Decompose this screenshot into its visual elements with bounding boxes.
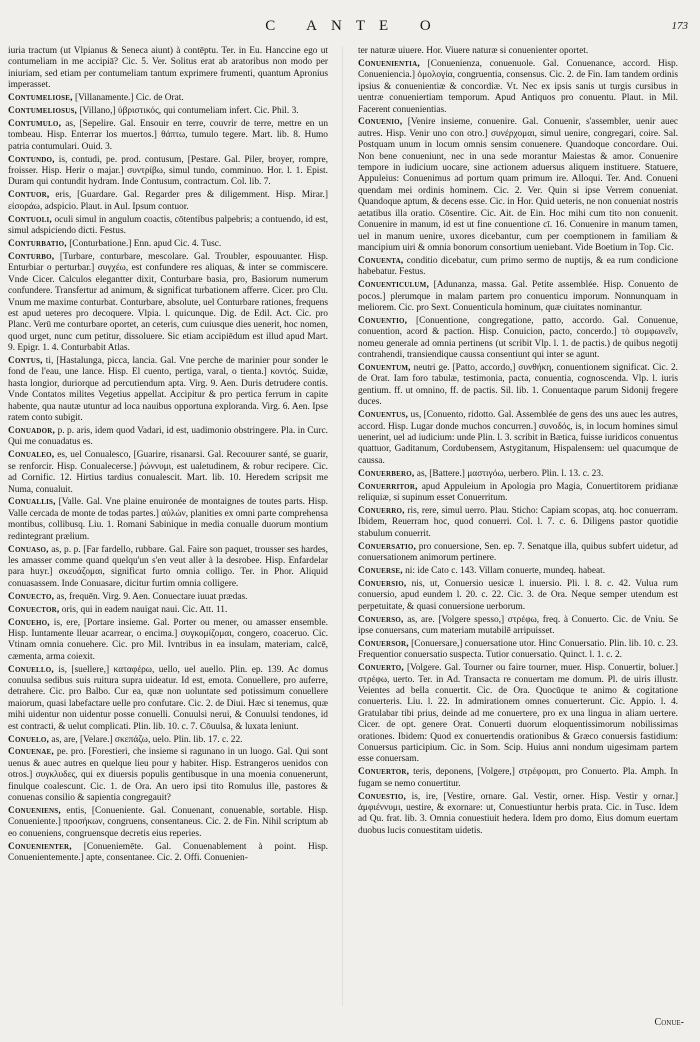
entry-headword: Conuertor, xyxy=(358,767,410,778)
entry-headword: Conuaso, xyxy=(8,544,49,555)
entry-headword: Conuentio, xyxy=(358,315,408,326)
entry-headword: Conuador, xyxy=(8,426,56,436)
entry-headword: Conuersio, xyxy=(358,578,407,589)
entry-definition: [Valle. Gal. Vne plaine enuironée de montaignes de toutes parts. Hisp. Valle cercada de monte de todas partes.] αὐλών, planities ex omni parte comprehensa montibus, collibusq. Liu. 1. Romani Sabinique in media conualle duorum montium redintegrant prælium. xyxy=(8,497,328,542)
entry-definition: [Villano,] ὑβριστικός, qui contumeliam infert. Cic. Phil. 3. xyxy=(79,106,299,117)
dictionary-entry xyxy=(8,46,328,92)
entry-definition: ti, [Hastalunga, picca, lancia. Gal. Vne perche de marinier pour sonder le fond de l'eau, une lance. Hisp. El cuento, pertiga, varal, o tienta.] κοντός. Suidæ, hasta longior, duriorque ad percutiendum apta. Virg. 9. Aen. Duris detrudere contis. Vnde Contatos milites Vegetius appellat. Accipitur & pro pertica ferrum in capite habente, qua nautæ utuntur ad loca nauibus opportuna exploranda. Virg. 6. Aen. Ipse ratem conto subigit. xyxy=(8,356,328,424)
entry-definition: [Volgere. Gal. Tourner ou faire tourner, muer. Hisp. Conuertir, boluer.] στρέφω, uerto. Ter. in Ad. Transacta re conuertam me domum. Pl. de uiris illustr. Veientes ad bella conuertit. Cic. de Ora. Quocūque te animo & cogitatione conuerteris. Liu. l. 22. In admirationem omnes conuerterunt. Cic. Appio. l. 4. Gratulabar tibi prius, deinde ad me conuertere, pro ex una lingua in aliam uertere. Cicer. de opt. genere Orat. Conuerti duorum eloquentissimorum nobilissimas orationes. Ibidem: Quod ex conuertendis orationibus & Græco conuersis fastidium: Conuersus participium. Cic. in Som. Scip. Huius anni nondum uigesimam partem esse conuersam. xyxy=(358,663,678,765)
entry-definition: [Turbare, conturbare, mescolare. Gal. Troubler, espouuanter. Hisp. Enturbiar o perturbar.] συγχέω, est confundere res aliquas, & inter se commiscere. Vnde Cicer. Calculos elegantter dixit, Conturbare basia, pro, Basiorum numerum confundere. Transfertur ad animum, & significat turbationem afferre. Cicer. pro Clu. Vnum me maxime conturbat. Conturbare, absolute, uel Conturbare rationes, frequens est apud ueteres pro decoquere. Vlpia. l. quicunque. Dig. de Edil. Act. Cic. pro Planc. Verū me conturbare oportet, an ceteris, cum cuiusque dies uenerit, hoc nomen, quod urget, nunc cum petitur, dissoluere. Sic etiam accipiēdum est illud apud Mart. 9. Epigr. 1. 4. Conturbabit Atlas. xyxy=(8,251,328,354)
entry-definition: is, [suellere,] καταφέρω, uello, uel auello. Plin. ep. 139. Ac domus conuulsa sedibus suis ruitura supra uideatur. Id est, emota. Conuellere, pro auferre, detrahere. Cic. pro Balbo. Cur ea, quæ non uoluntate sed potissimum conuellere maiorum, quasi labefactare uelle pro confutare. Cic. 2. de Diui. Hæc si tenemus, quæ mihi uidentur non uidentur posse conuelli. Conuulsi nerui, & Conuulsi tendones, id est contracti, & uelut complicati. Plin. lib. 10. c. 7. Cōuulsa, & luxata leniunt. xyxy=(8,664,328,732)
entry-headword: Conuerse, xyxy=(358,565,403,576)
entry-definition: iuria tractum (ut Vlpianus & Seneca aiunt) à contēptu. Ter. in Eu. Hanccine ego ut contumeliam in me accipiā? Cic. 5. Ver. Solitus erat ab aratoribus non modo per iniuriam, sed etiam per contumeliam tantum exprimere frumenti, quantum Apronius imperasset. xyxy=(8,46,328,91)
dictionary-entry xyxy=(8,842,328,865)
entry-definition: p. p. aris, idem quod Vadari, id est, uadimonio obstringere. Pla. in Curc. Qui me conuadatus es. xyxy=(8,426,328,448)
entry-definition: [Conturbatione.] Enn. apud Cic. 4. Tusc. xyxy=(69,239,222,249)
catchword: Conue- xyxy=(654,1017,684,1028)
entry-headword: Contundo, xyxy=(8,154,55,165)
entry-headword: Conuecto, xyxy=(8,591,55,602)
entry-definition: [Villanamente.] Cic. de Orat. xyxy=(74,93,184,104)
entry-definition: [Conuenienza, conuenuole. Gal. Conuenance, accord. Hisp. Conueniencia.] ὁμολογία, congruentia, consensus. Cic. 2. de Fin. Iam tandem ordinis ipsius & conuenientiæ & concordiæ. Vt. Nec ex ipsis sanis ut turgis cursibus in uentræ conueniertiam temporum. Apud Antiquos pro conuentu. Plaut. in Mil. Facerent conuenientias. xyxy=(358,58,678,115)
entry-headword: Conuentus, xyxy=(358,410,409,421)
entry-definition: [Conueniemēte. Gal. Conuenablement à point. Hisp. Conuenientemente.] apte, consentanee. Cic. 2. Offi. Conuenien- xyxy=(8,841,328,864)
dictionary-entry xyxy=(8,119,328,153)
dictionary-entry xyxy=(8,497,328,543)
entry-headword: Conuerbero, xyxy=(358,468,415,479)
dictionary-entry xyxy=(358,566,678,577)
dictionary-entry xyxy=(358,363,678,409)
entry-definition: oculi simul in angulum coactis, cōtentibus palpebris; a contuendo, id est, simul adspiciendo dicti. Festus. xyxy=(8,214,328,237)
entry-definition: [Adunanza, massa. Gal. Petite assemblée. Hisp. Conuento de pocos.] plerumque in malam partem pro conuenticu imporum. Nonnunquam in meliorem. Cic. pro Sext. Conuenticula hominum, quæ ciuitates nominantur. xyxy=(358,280,678,313)
entry-definition: us, [Conuento, ridotto. Gal. Assemblée de gens des uns auec les autres, accord. Hisp. Lugar donde muchos concurren.] συνοδός, is, in locum homines simul uenerint, uel ad iudicium: unde Plin. l. 3. scribit in Bætica, fuisse iuridicos conuentus quattuor, Gaditanum, Cordubensem, Astygitanum, Hispalensem: uel quacumque de caussa. xyxy=(358,410,678,466)
entry-headword: Conueho, xyxy=(8,617,50,628)
dictionary-entry xyxy=(8,665,328,733)
dictionary-entry xyxy=(358,280,678,314)
entry-headword: Conuector, xyxy=(8,604,60,615)
dictionary-entry xyxy=(358,482,678,505)
entry-definition: oris, qui in eadem nauigat naui. Cic. Att. 11. xyxy=(61,604,228,615)
entry-headword: Conuersatio, xyxy=(358,541,417,552)
dictionary-entry xyxy=(358,256,678,279)
dictionary-entry xyxy=(8,106,328,117)
entry-definition: nis, ut, Conuersio uesicæ l. inuersio. Pli. l. 8. c. 42. Vulua rum conuersio, apud eundem l. 20. c. 22. Cic. 3. de Ora. Neque semper utendum est perpetuitate, & quasi conuersione uerborum. xyxy=(358,578,678,612)
entry-headword: Conuenio, xyxy=(358,117,403,128)
dictionary-entry xyxy=(8,215,328,238)
folio-number: 173 xyxy=(671,20,688,32)
dictionary-entry xyxy=(8,806,328,840)
entry-headword: Conuelo, xyxy=(8,734,50,745)
entry-definition: eris, [Guardare. Gal. Regarder pres & diligemment. Hisp. Mirar.] εἰσοράω, adspicio. Plaut. in Aul. Ipsum contuor. xyxy=(8,190,328,212)
entry-definition: teris, deponens, [Volgere,] στρέφομαι, pro Conuerto. Pla. Amph. In fugam se nemo conuertitur. xyxy=(358,767,678,789)
running-head: C ANTE O xyxy=(265,18,445,34)
entry-definition: pro conuersione, Sen. ep. 7. Senatque illa, quibus subfert uidetur, ad conuersationem animorum pertinere. xyxy=(358,541,678,563)
dictionary-entry xyxy=(358,469,678,480)
dictionary-entry xyxy=(8,155,328,189)
entry-headword: Contuoli, xyxy=(8,214,52,225)
entry-definition: [Conuentione, congregatione, patto, accordo. Gal. Conuenue, conuention, acord & paction. Hisp. Conuicion, pacto, concerdo.] τὸ συμφωνεῖν, nomeu generale ad omnia pertinens (ut scribit Vlp. l. 1. de pactis.) de quibus negotij contrahendi, transiendique caussa consentiunt qui inter se agunt. xyxy=(358,315,678,361)
entry-headword: Conuerro, xyxy=(358,505,405,516)
entry-definition: as, [Battere.] μαστιγόω, uerbero. Plin. l. 13. c. 23. xyxy=(416,468,604,479)
entry-definition: apud Appuleium in Apologia pro Magia, Conuertitorem pridianæ reliquiæ, si supinum esset Conuerritum. xyxy=(358,481,678,503)
dictionary-entry xyxy=(8,605,328,616)
dictionary-entry xyxy=(358,767,678,790)
dictionary-entry xyxy=(358,410,678,467)
entry-definition: es, uel Conualesco, [Guarire, risanarsi. Gal. Recouurer santé, se guarir, se renforcir. Hisp. Conualecerse.] ῥώννυμι, est ualetudinem, & robur recipere. Cic. ad Cornific. 12. Hirtius tardius conualescit. Mart. lib. 10. Heredem scripsit me Numa, conualuit. xyxy=(8,450,328,495)
column-gutter xyxy=(342,46,343,1006)
dictionary-entry xyxy=(8,735,328,746)
entry-headword: Conualeo, xyxy=(8,450,55,461)
entry-headword: Conuenae, xyxy=(8,747,54,758)
dictionary-entry xyxy=(358,639,678,662)
dictionary-entry xyxy=(358,579,678,613)
dictionary-entry xyxy=(358,316,678,362)
entry-headword: Conuello, xyxy=(8,664,54,675)
dictionary-entry xyxy=(8,618,328,664)
entry-definition: as, frequēn. Virg. 9. Aen. Conuectare iuuat prædas. xyxy=(56,591,248,602)
entry-definition: ris, rere, simul uerro. Plau. Sticho: Capiam scopas, atq. hoc conuerram. Ibidem, Reuerram hoc, quod conuerri. Col. l. 7. c. 6. Diligens pastor quotidie stabulum conuerrit. xyxy=(358,505,678,539)
dictionary-entry xyxy=(358,59,678,116)
entry-definition: conditio dicebatur, cum primo sermo de nuptijs, & ea rum condicione habebatur. Festus. xyxy=(358,255,678,278)
entry-definition: is, ere, [Portare insieme. Gal. Porter ou mener, ou amasser ensemble. Hisp. Iuntamente lleuar acarrear, o encima.] συγκομίζομαι, congero, coaceruo. Cic. Vtinam omnia conuehere. Cic. pro Mil. Ivntribus in ea insulam, materiam, calcē, cæmenta, arma coiexit. xyxy=(8,617,328,662)
entry-headword: Conuallis, xyxy=(8,497,56,508)
dictionary-entry xyxy=(8,252,328,355)
entry-headword: Contumeliose, xyxy=(8,93,73,104)
dictionary-entry xyxy=(358,542,678,565)
entry-definition: is, ire, [Vestire, ornare. Gal. Vestir, orner. Hisp. Vestir y ornar.] ἀμφιέννυμι, uestire, & exornare: ut, Conuestiuntur herbis prata. Cic. in Tusc. Idem ad Qu. frat. lib. 3. Omnia conuestiuit hedera. Idem pro domo, Eius domum euertam duobus lucis conuestitam uidetis. xyxy=(358,791,678,836)
dictionary-entry xyxy=(8,426,328,449)
entry-headword: Conuenienter, xyxy=(8,841,72,852)
entry-definition: as, are, [Velare.] σκεπάζω, uelo. Plin. lib. 17. c. 22. xyxy=(51,734,243,745)
page-header xyxy=(0,18,700,40)
entry-headword: Conturbo, xyxy=(8,251,55,262)
entry-headword: Conuenientia, xyxy=(358,58,420,69)
entry-headword: Conuentum, xyxy=(358,362,411,373)
dictionary-entry xyxy=(8,190,328,213)
entry-definition: pe. pro. [Forestieri, che insieme si ragunano in un luogo. Gal. Qui sont uenus & auec autres en quelque lieu pour y habiter. Hisp. Estrangeros uenidos con otros.] συγκλυδες, qui ex diuersis populis gentibusque in una moenia conuenerunt, finulque coalescunt. Cic. 1. de Ora. An uero ipsi tito Romulus ille, pastores & conuenas consilio & sapientia congregauit? xyxy=(8,747,328,804)
entry-definition: is, contudi, pe. prod. contusum, [Pestare. Gal. Piler, broyer, rompre, froisser. Hisp. Herir o majar.] συντρίβω, simul tundo, comminuo. Hor. l. 1. Epist. Duram qui contundit hydram. Inde Contusum, contractum. Col. lib. 7. xyxy=(8,154,328,188)
entry-headword: Conturbatio, xyxy=(8,239,67,249)
dictionary-entry xyxy=(8,450,328,496)
dictionary-entry xyxy=(358,46,678,57)
entry-definition: ni: ide Cato c. 143. Villam conuerte, mundeq. habeat. xyxy=(405,565,606,576)
entry-definition: [Conuersare,] conuersatione utor. Hinc Conuersatio. Plin. lib. 10. c. 23. Frequentior conuersatio suspecta. Tutior conuersatio. Quinct. l. 1. c. 2. xyxy=(358,638,678,661)
dictionary-entry xyxy=(8,592,328,603)
entry-headword: Conuerritor, xyxy=(358,481,418,492)
entry-headword: Contumulo, xyxy=(8,118,62,129)
entry-definition: neutri ge. [Patto, accordo,] συνθήκη, conuentionem significat. Cic. 2. de Orat. Iam foro tabulæ, testimonia, pacta, conuentia, cognoscenda. Vlp. l. iuris gentium. ff. ut omnino, ff. de pactis. Sil. lib. 1. Conuentaque parum Sidonij fregere duces. xyxy=(358,362,678,408)
entry-headword: Conuenta, xyxy=(358,255,404,266)
dictionary-entry xyxy=(358,615,678,638)
entry-definition: as, are. [Volgere spesso,] στρέφω, freq. à Conuerto. Cic. de Vniu. Se ipse conuersans, cum materiam mutabilē arripuisset. xyxy=(358,614,678,636)
right-column xyxy=(358,46,678,1006)
dictionary-entry xyxy=(358,663,678,766)
dictionary-entry xyxy=(8,239,328,250)
entry-headword: Contuor, xyxy=(8,190,50,201)
dictionary-entry xyxy=(8,747,328,804)
entry-definition: entis, [Conueniente. Gal. Conuenant, conuenable, sortable. Hisp. Conueniente.] προσήκων, congruens, consentaneus. Cic. 2. de Fin. Nihil scriptum ab eo conueniens, congruensque decretis eius reperies. xyxy=(8,806,328,839)
entry-headword: Contus, xyxy=(8,356,43,367)
entry-definition: ter naturæ uiuere. Hor. Viuere naturæ si conuenienter oportet. xyxy=(358,46,589,56)
entry-headword: Conueniens, xyxy=(8,806,61,816)
dictionary-entry xyxy=(8,93,328,104)
entry-headword: Conuerso, xyxy=(358,614,404,625)
entry-headword: Contumeliosus, xyxy=(8,106,78,117)
dictionary-entry xyxy=(358,506,678,540)
left-column xyxy=(8,46,328,1006)
entry-headword: Conuerto, xyxy=(358,663,404,674)
entry-definition: as, [Sepelire. Gal. Ensouir en terre, couvrir de terre, mettre en un tombeau. Hisp. Enterrar los muertos.] θάπτω, tumulo tegere. Mart. lib. 8. Humo patria contumulari. Ouid. 3. xyxy=(8,118,328,152)
dictionary-entry xyxy=(358,117,678,254)
dictionary-entry xyxy=(8,545,328,591)
entry-definition: as, p. p. [Far fardello, rubbare. Gal. Faire son paquet, trousser ses hardes, les amasser comme quand quelqu'un s'en veut aller à la desrobee. Hisp. Enfardelar para huyr.] σκευάζομαι, significat furto omnia colligo. Ter. in Phor. Aliquid conuasassem. Inde Conuasare, dicitur furtim omnia colligere. xyxy=(8,544,328,589)
dictionary-entry xyxy=(8,356,328,424)
dictionary-entry xyxy=(358,792,678,838)
entry-headword: Conuestio, xyxy=(358,791,407,802)
entry-definition: [Venire insieme, conuenire. Gal. Conuenir, s'assembler, uenir auec autres. Hisp. Venir uno con otro.] συνέρχομαι, simul uenire, congregari, coire. Sal. Postquam unum in locum omnis sensim conuenere. Quandoque concordare. Oui. Non bene conueniunt, nec in una sede morantur Maiestas & amor. Conuenire tempore in iudicium uocare, sine actionem aduersus aliquem instituere. Statuere, Appuleius: Conuenimus ad portum quam primum ire. Alloqui. Ter. And. Conueni quendam mei ordinis hominem. Cic. 2. Ver. Quin si ipse Verrem conueniat. Quandoque aptum, & decens esse. Cic. in Hor. Quid ueteris, ne non conueniat nostris aetatibus illa oratio. Cōsentire. Cic. Ait. de Ein. Hoc mihi cum tito non conuenit. Conuenire in manum, id est ut fine conuentione cī. 16. Conuenire in manum tamen, uel in manum uenire, uxores dicebantur, cum per coemptionem in familiam & mancipium uiri & omnia bonorum consortium ueniebant. Vide Boetium in Top. Cic. xyxy=(358,117,678,253)
entry-headword: Conuersor, xyxy=(358,638,409,649)
entry-headword: Conuenticulum, xyxy=(358,280,430,291)
